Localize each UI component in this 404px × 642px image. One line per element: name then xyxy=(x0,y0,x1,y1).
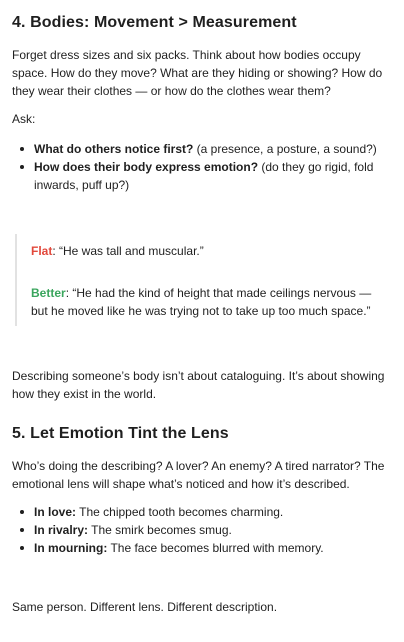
example-blockquote xyxy=(15,234,391,326)
ask-question-list xyxy=(12,140,392,194)
question-bold: What do others notice first? xyxy=(34,142,194,156)
question-bold: How does their body express emotion? xyxy=(34,160,259,174)
list-item xyxy=(12,521,392,539)
flat-text: : “He was tall and muscular.” xyxy=(52,244,204,258)
emotion-closing-paragraph: Same person. Different lens. Different description. xyxy=(12,600,278,614)
lens-detail: The face becomes blurred with memory. xyxy=(107,541,324,555)
lens-list xyxy=(12,503,392,557)
question-detail: (a presence, a posture, a sound?) xyxy=(193,142,377,156)
list-item xyxy=(12,140,392,158)
better-text: : “He had the kind of height that made ceilings nervous — but he moved like he was trying not to take up too much space.” xyxy=(31,286,372,318)
bodies-intro-paragraph: Forget dress sizes and six packs. Think about how bodies occupy space. How do they move? What are they hiding or showing? How do they wear their clothes — or how do the clothes wear them? xyxy=(12,48,383,98)
lens-bold: In love: xyxy=(34,505,77,519)
lens-detail: The chipped tooth becomes charming. xyxy=(76,505,284,519)
ask-label: Ask: xyxy=(12,112,36,126)
emotion-intro-paragraph: Who’s doing the describing? A lover? An enemy? A tired narrator? The emotional lens will shape what’s noticed and how it’s described. xyxy=(12,459,385,491)
better-example xyxy=(31,284,386,320)
list-item xyxy=(12,539,392,557)
section-heading-bodies: 4. Bodies: Movement > Measurement xyxy=(12,14,297,31)
flat-label: Flat xyxy=(31,244,53,258)
bodies-closing-paragraph: Describing someone’s body isn’t about cataloguing. It’s about showing how they exist in the world. xyxy=(12,369,385,401)
lens-detail: The smirk becomes smug. xyxy=(88,523,232,537)
better-label: Better xyxy=(31,286,66,300)
section-heading-emotion: 5. Let Emotion Tint the Lens xyxy=(12,425,229,442)
list-item xyxy=(12,158,392,194)
flat-example xyxy=(31,242,386,260)
lens-bold: In mourning: xyxy=(34,541,108,555)
list-item xyxy=(12,503,392,521)
lens-bold: In rivalry: xyxy=(34,523,89,537)
question-detail: (do they go rigid, fold inwards, puff up?) xyxy=(34,160,374,192)
